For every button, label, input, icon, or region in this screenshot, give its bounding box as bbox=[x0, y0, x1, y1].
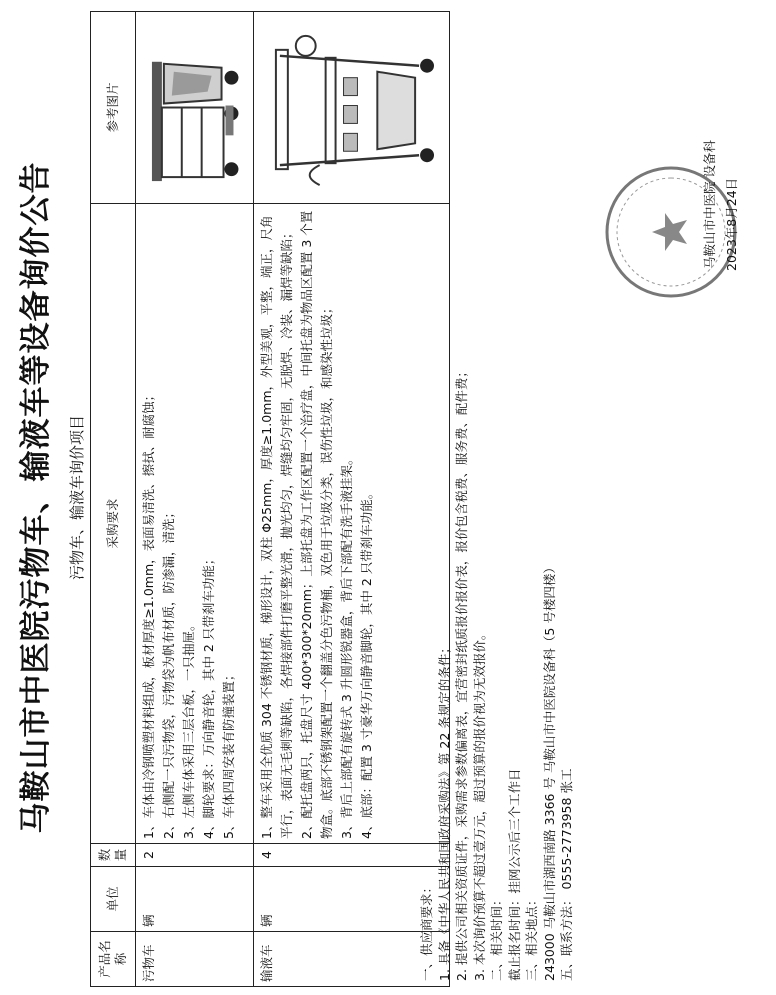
requirement-line: 5、车体四周安装有防撞装置； bbox=[221, 668, 236, 839]
cell-qty: 4 bbox=[254, 844, 450, 867]
page-title: 马鞍山市中医院污物车、输液车等设备询价公告 bbox=[18, 161, 54, 834]
note-line: 一、供应商要求： bbox=[419, 880, 434, 981]
header-image: 参考图片 bbox=[91, 12, 136, 204]
cell-name: 污物车 bbox=[136, 932, 254, 987]
cell-image bbox=[136, 12, 254, 204]
cell-qty: 2 bbox=[136, 844, 254, 867]
requirement-line: 1、整车采用全优质 304 不锈钢材质，梯形设计，双柱 Φ25mm，厚度≥1.0mm，外型美观，平整，端正，尺角平行，表面无毛刺等缺陷，各焊接部件打磨平整光滑，抛光均匀，焊缝均匀牢固，无脱焊、冷装、漏焊等缺陷； bbox=[259, 215, 294, 839]
header-qty: 数量 bbox=[91, 844, 136, 867]
infusion-cart-photo bbox=[260, 20, 443, 195]
requirement-line: 3、左侧车体采用三层台板，一只抽屉。 bbox=[181, 618, 196, 839]
note-line: 截止报名时间：挂网公示后三个工作日 bbox=[506, 768, 522, 981]
cell-image bbox=[254, 12, 450, 204]
notes-section bbox=[418, 281, 576, 981]
page-subtitle: 污物车、输液车询价项目 bbox=[68, 415, 86, 581]
issuer-dept: 设备科 bbox=[702, 139, 717, 178]
requirement-line: 4、脚轮要求：万向静音轮，其中 2 只带刹车功能； bbox=[201, 552, 216, 839]
waste-cart-photo bbox=[142, 20, 247, 195]
note-line: 二、相关时间： bbox=[489, 893, 504, 981]
note-line: 五、联系方法： 0555-2773958 张工 bbox=[559, 768, 574, 981]
requirement-line: 3、背后上部配有旋转式 3 升圆形锐器盒，背后下部配有洗手液挂架。 bbox=[339, 452, 354, 839]
issue-date: 2023年8月24日 bbox=[724, 177, 739, 271]
requirement-line: 2、右侧配一只污物袋，污物袋为帆布材质，防渗漏，清洗； bbox=[161, 506, 176, 839]
cell-unit: 辆 bbox=[254, 867, 450, 932]
header-name: 产品名称 bbox=[91, 932, 136, 987]
table-row bbox=[136, 12, 254, 987]
cell-name: 输液车 bbox=[254, 932, 450, 987]
requirement-line: 2、配托盘两只，托盘尺寸 400*300*20mm；上部托盘为工作区配置一个治疗盘，中间托盘为物品区配置 3 个置物盒。底部不锈钢架配置一个翻盖分色污物桶，双色用于垃圾分类，误伤性垃圾，和感染性垃圾； bbox=[299, 210, 334, 839]
header-unit: 单位 bbox=[91, 867, 136, 932]
note-line: 3. 本次询价预算不超过壹万元，超过预算的报价视为无效报价。 bbox=[471, 627, 487, 981]
note-line: 243000 马鞍山市湖西南路 3366 号 马鞍山市中医院设备科（5 号楼四楼） bbox=[541, 561, 557, 981]
header-requirements: 采购要求 bbox=[91, 204, 136, 844]
cell-requirements bbox=[136, 204, 254, 844]
official-seal bbox=[602, 163, 740, 301]
inquiry-table bbox=[90, 11, 450, 987]
requirement-line: 4、底部：配置 3 寸豪华万向静音脚轮，其中 2 只带刹车功能。 bbox=[359, 486, 374, 839]
table-header-row bbox=[91, 12, 136, 987]
note-line: 三、相关地点： bbox=[524, 893, 539, 981]
issuer-name: 马鞍山市中医院 bbox=[702, 181, 717, 269]
requirement-line: 1、车体由冷钢喷塑材料组成，板材厚度≥1.0mm，表面易清洗、擦拭、耐腐蚀； bbox=[141, 388, 156, 839]
issuer-org bbox=[700, 140, 718, 269]
cell-unit: 辆 bbox=[136, 867, 254, 932]
note-line: 1. 具备《中华人民共和国政府采购法》第 22 条规定的条件； bbox=[436, 641, 452, 981]
note-line: 2. 提供公司相关资质证件，采购需求参数偏离表，宜营密封纸质报价报价表，报价包含税费、服务费、配件费； bbox=[454, 365, 469, 981]
